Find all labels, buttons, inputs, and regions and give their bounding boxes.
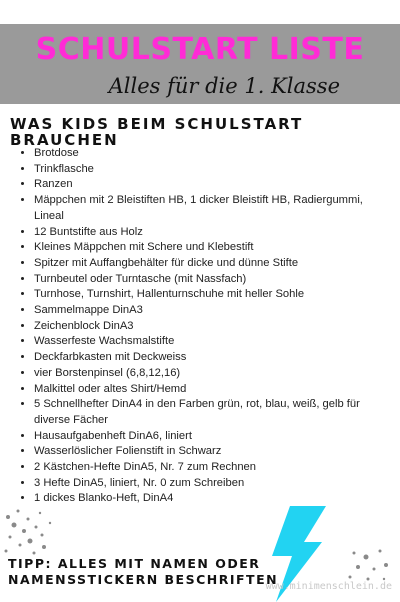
tip-text: TIPP: ALLES MIT NAMEN ODER NAMENSSTICKERN BESCHRIFTEN	[8, 556, 279, 587]
decorative-dots-right	[344, 545, 394, 585]
page-title: SCHULSTART LISTE	[35, 32, 365, 67]
list-item: • Turnhose, Turnshirt, Hallenturnschuhe mit heller Sohle	[34, 287, 384, 303]
list-item: • Sammelmappe DinA3	[34, 303, 384, 319]
list-item: • 2 Kästchen-Hefte DinA5, Nr. 7 zum Rechnen	[34, 460, 384, 476]
checklist	[18, 146, 384, 507]
list-item: • Brotdose	[34, 146, 384, 162]
list-item: • vier Borstenpinsel (6,8,12,16)	[34, 366, 384, 382]
page-subtitle: Alles für die 1. Klasse	[108, 74, 340, 98]
list-item: • Ranzen	[34, 177, 384, 193]
list-item: • Turnbeutel oder Turntasche (mit Nassfach)	[34, 272, 384, 288]
list-item: • Trinkflasche	[34, 162, 384, 178]
list-item: • Zeichenblock DinA3	[34, 319, 384, 335]
list-item: • 3 Hefte DinA5, liniert, Nr. 0 zum Schreiben	[34, 476, 384, 492]
list-item: • Hausaufgabenheft DinA6, liniert	[34, 429, 384, 445]
list-item: • 1 dickes Blanko-Heft, DinA4	[34, 491, 384, 507]
list-item: • Mäppchen mit 2 Bleistiften HB, 1 dicker Bleistift HB, Radiergummi, Lineal	[34, 193, 384, 224]
watermark: www.minimenschlein.de	[265, 581, 392, 592]
list-item: • 12 Buntstifte aus Holz	[34, 225, 384, 241]
list-item: • Deckfarbkasten mit Deckweiss	[34, 350, 384, 366]
list-item: • Wasserlöslicher Folienstift in Schwarz	[34, 444, 384, 460]
list-item: • Wasserfeste Wachsmalstifte	[34, 334, 384, 350]
section-title: WAS KIDS BEIM SCHULSTART BRAUCHEN	[10, 115, 304, 149]
list-item: • Spitzer mit Auffangbehälter für dicke und dünne Stifte	[34, 256, 384, 272]
list-item: • Malkittel oder altes Shirt/Hemd	[34, 382, 384, 398]
list-item: • 5 Schnellhefter DinA4 in den Farben grün, rot, blau, weiß, gelb für diverse Fächer	[34, 397, 384, 428]
list-item: • Kleines Mäppchen mit Schere und Klebestift	[34, 240, 384, 256]
